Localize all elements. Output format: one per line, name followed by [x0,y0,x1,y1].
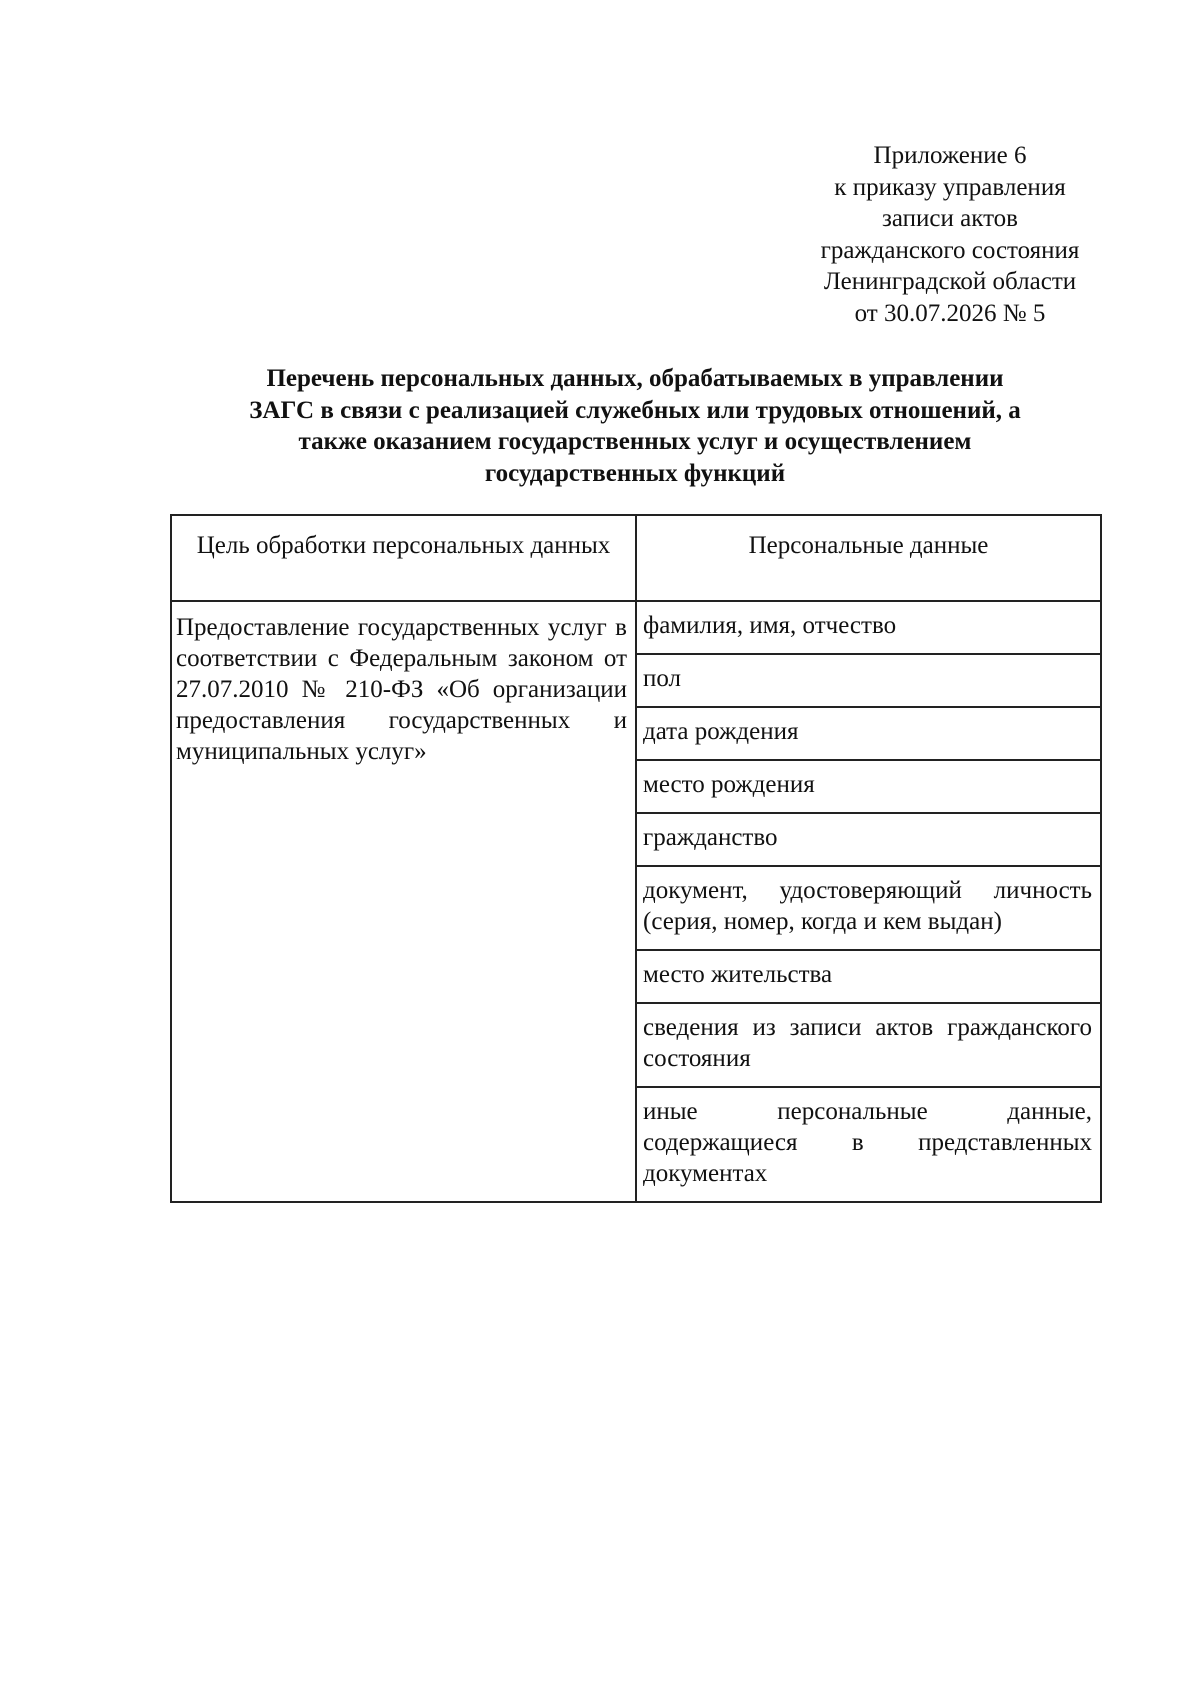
data-item: иные персональные данные, содержащиеся в представленных документах [636,1087,1101,1202]
data-item: место рождения [636,760,1101,813]
title-line: Перечень персональных данных, обрабатываемых в управлении [266,365,1004,392]
table-header-row [171,515,1101,601]
header-purpose: Цель обработки персональных данных [171,515,636,601]
purpose-cell: Предоставление государственных услуг в соответствии с Федеральным законом от 27.07.2010 № 210-ФЗ «Об организации предоставления государственных и муниципальных услуг» [171,601,636,1202]
table-row [171,601,1101,654]
appendix-line: к приказу управления [834,173,1066,201]
header-personal-data: Персональные данные [636,515,1101,601]
data-item: фамилия, имя, отчество [636,601,1101,654]
title-line: также оказанием государственных услуг и осуществлением [298,428,972,455]
title-line: ЗАГС в связи с реализацией служебных или трудовых отношений, а [249,396,1021,424]
personal-data-table [170,514,1102,1203]
document-title [165,363,1105,489]
appendix-line: гражданского состояния [820,236,1080,264]
data-item: дата рождения [636,707,1101,760]
appendix-line: Приложение 6 [873,142,1027,169]
data-item: место жительства [636,950,1101,1003]
appendix-line: записи актов [882,205,1018,232]
data-item: документ, удостоверяющий личность (серия, номер, когда и кем выдан) [636,866,1101,950]
data-item: пол [636,654,1101,707]
title-line: государственных функций [484,459,786,487]
appendix-line: Ленинградской области [823,268,1077,295]
data-item: гражданство [636,813,1101,866]
data-item: сведения из записи актов гражданского состояния [636,1003,1101,1087]
appendix-header [800,140,1100,329]
appendix-line: от 30.07.2026 № 5 [854,299,1046,327]
